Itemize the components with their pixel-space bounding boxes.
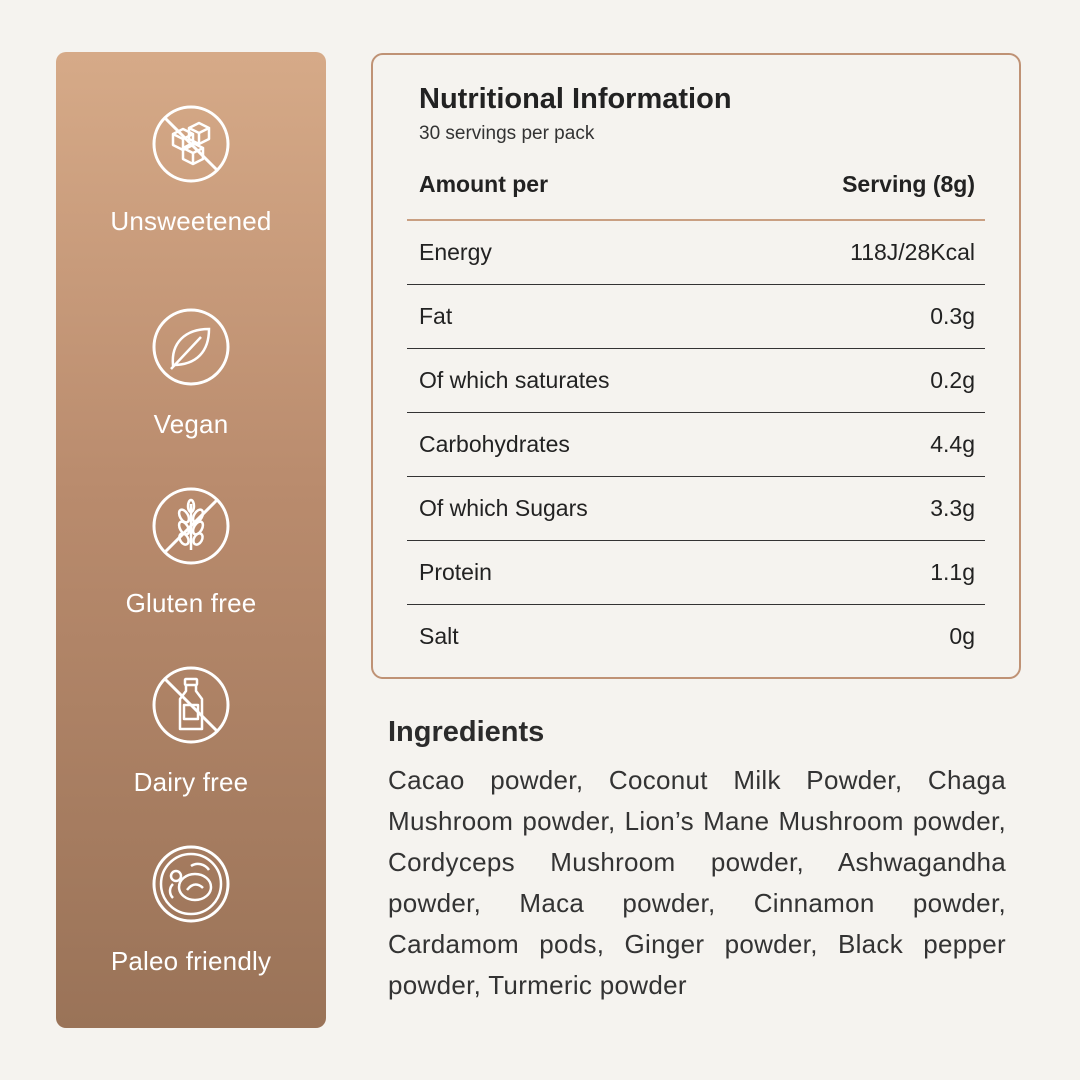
badge-label: Dairy free: [133, 767, 249, 797]
badge-label: Unsweetened: [110, 206, 272, 236]
ingredients-title: Ingredients: [388, 716, 545, 748]
nutrition-table-panel: [371, 53, 1021, 679]
badge-label: Gluten free: [125, 588, 257, 618]
nutrient-name: Energy: [419, 239, 492, 265]
nutrition-rows: [407, 221, 985, 668]
header-amount-per: Amount per: [419, 171, 549, 197]
table-row: [407, 349, 985, 413]
no-wheat-icon: [151, 486, 231, 566]
no-milk-bottle-icon: [151, 665, 231, 745]
nutrient-value: 0g: [949, 623, 975, 649]
badge-gluten-free: [56, 486, 326, 619]
badge-paleo-friendly: [56, 844, 326, 977]
table-row: [407, 541, 985, 605]
ingredients-text: Cacao powder, Coconut Milk Powder, Chaga Mushroom powder, Lion’s Mane Mushroom powder, Cordyceps Mushroom powder, Ashwagandha powder, Maca powder, Cinnamon powder, Cardamom pods, Ginger powder, Black pepper powder, Turmeric powder: [388, 765, 1006, 1000]
badge-label: Paleo friendly: [110, 946, 272, 976]
nutrient-value: 4.4g: [930, 431, 975, 457]
nutrient-value: 0.3g: [930, 303, 975, 329]
table-row: [407, 605, 985, 668]
table-row: [407, 413, 985, 477]
nutrient-name: Of which Sugars: [419, 495, 588, 521]
nutrient-name: Salt: [419, 623, 459, 649]
table-row: [407, 477, 985, 541]
table-row: [407, 221, 985, 285]
nutrient-name: Carbohydrates: [419, 431, 570, 457]
nutrient-name: Fat: [419, 303, 453, 329]
nutrient-name: Of which saturates: [419, 367, 610, 393]
nutrition-title: Nutritional Information: [419, 83, 732, 115]
nutrient-value: 3.3g: [930, 495, 975, 521]
no-sugar-cubes-icon: [151, 104, 231, 184]
nutrition-subtitle: 30 servings per pack: [419, 123, 595, 144]
paleo-food-icon: [151, 844, 231, 924]
table-row: [407, 285, 985, 349]
nutrient-value: 118J/28Kcal: [850, 239, 975, 265]
nutrient-name: Protein: [419, 559, 492, 585]
badge-unsweetened: [56, 104, 326, 237]
badge-label: Vegan: [153, 409, 229, 439]
nutrient-value: 0.2g: [930, 367, 975, 393]
badge-vegan: [56, 307, 326, 440]
leaf-icon: [151, 307, 231, 387]
nutrient-value: 1.1g: [930, 559, 975, 585]
badge-dairy-free: [56, 665, 326, 798]
dietary-badges-panel: [56, 52, 326, 1028]
nutrition-header-row: [419, 171, 975, 198]
header-serving: Serving (8g): [842, 171, 975, 197]
